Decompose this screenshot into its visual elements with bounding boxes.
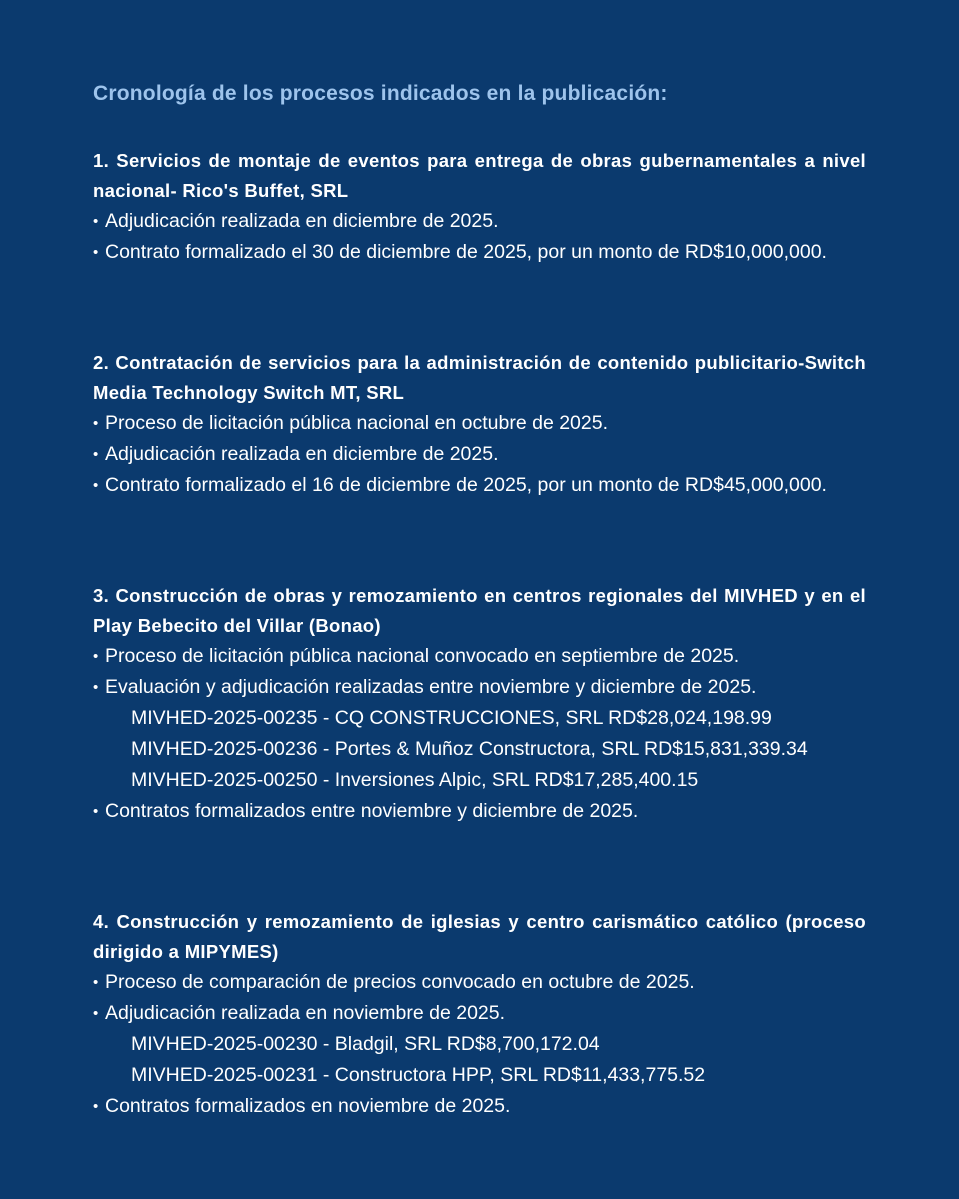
bullet-item: • Adjudicación realizada en diciembre de 2025.: [93, 206, 866, 237]
contract-line: MIVHED-2025-00231 - Constructora HPP, SRL RD$11,433,775.52: [131, 1064, 706, 1086]
bullet-item: • Contratos formalizados en noviembre de 2025.: [93, 1091, 866, 1122]
section-1: [93, 146, 866, 268]
section-4: [93, 907, 866, 1122]
section-title: 3. Construcción de obras y remozamiento en centros regionales del MIVHED y en el Play Bebecito del Villar (Bonao): [93, 585, 866, 636]
bullet-item: • Adjudicación realizada en diciembre de 2025.: [93, 439, 866, 470]
contract-line: MIVHED-2025-00250 - Inversiones Alpic, SRL RD$17,285,400.15: [131, 769, 699, 791]
bullet-item: • Proceso de comparación de precios convocado en octubre de 2025.: [93, 967, 866, 998]
section-2: [93, 348, 866, 501]
bullet-item: • Contrato formalizado el 30 de diciembre de 2025, por un monto de RD$10,000,000.: [93, 237, 866, 268]
section-title: 4. Construcción y remozamiento de iglesias y centro carismático católico (proceso dirigido a MIPYMES): [93, 911, 866, 962]
bullet-item: • Adjudicación realizada en noviembre de 2025.: [93, 998, 866, 1029]
contract-line: MIVHED-2025-00236 - Portes & Muñoz Constructora, SRL RD$15,831,339.34: [131, 738, 808, 760]
section-3: [93, 581, 866, 827]
section-title: 1. Servicios de montaje de eventos para entrega de obras gubernamentales a nivel nacional- Rico's Buffet, SRL: [93, 150, 866, 201]
bullet-item: • Contratos formalizados entre noviembre y diciembre de 2025.: [93, 796, 866, 827]
bullet-item: • Contrato formalizado el 16 de diciembre de 2025, por un monto de RD$45,000,000.: [93, 470, 866, 501]
bullet-item: • Evaluación y adjudicación realizadas entre noviembre y diciembre de 2025.: [93, 672, 866, 703]
bullet-item: • Proceso de licitación pública nacional en octubre de 2025.: [93, 408, 866, 439]
page-heading: Cronología de los procesos indicados en la publicación:: [93, 82, 668, 105]
contract-line: MIVHED-2025-00230 - Bladgil, SRL RD$8,700,172.04: [131, 1033, 600, 1055]
bullet-item: • Proceso de licitación pública nacional convocado en septiembre de 2025.: [93, 641, 866, 672]
section-title: 2. Contratación de servicios para la administración de contenido publicitario-Switch Media Technology Switch MT, SRL: [93, 352, 866, 403]
contract-line: MIVHED-2025-00235 - CQ CONSTRUCCIONES, SRL RD$28,024,198.99: [131, 707, 772, 729]
